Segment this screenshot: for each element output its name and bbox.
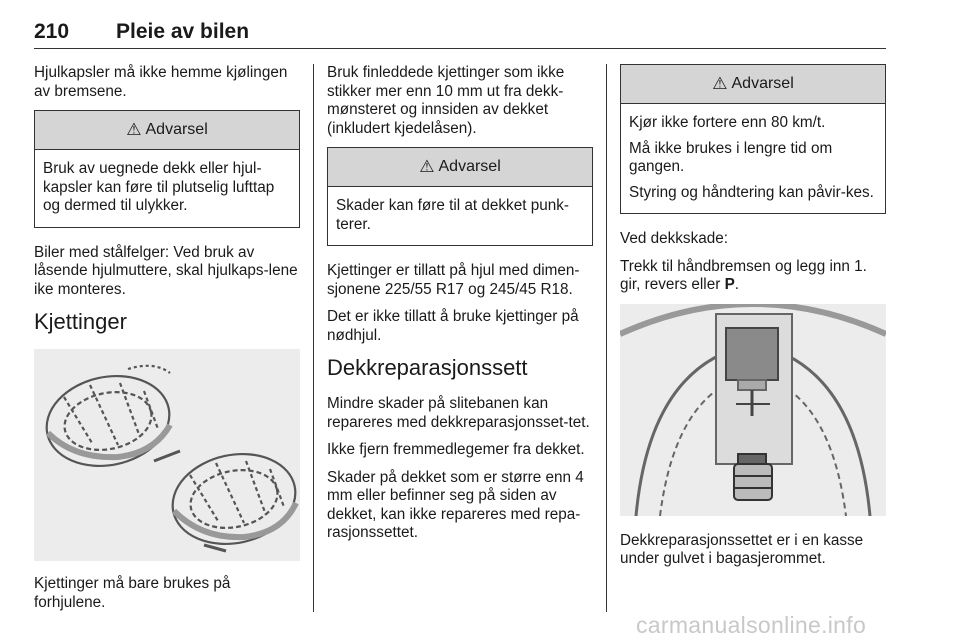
warning-box [620,64,886,214]
warning-header [328,148,592,187]
handbrake-instruction: Trekk til håndbremsen og legg inn 1. gir, revers eller P. [620,257,867,293]
steel-rims-note: Biler med stålfelger: Ved bruk av låsende hjulmuttere, skal hjulkaps-lene ike monteres. [34,243,298,298]
warning-line: Styring og håndtering kan påvir-kes. [629,183,874,201]
watermark: carmanualsonline.info [636,612,867,638]
page-number: 210 [34,20,70,43]
repair-p2: Ikke fjern fremmedlegemer fra dekket. [327,441,585,458]
repair-kit-illustration [620,304,886,516]
hubcap-note: Hjulkapsler må ikke hemme kjølingen av bremsene. [34,64,288,100]
chains-dimensions: Kjettinger er tillatt på hjul med dimen-sjonene 225/55 R17 og 245/45 R18. [327,262,580,298]
column-left [34,64,300,621]
warning-triangle-icon: ⚠ [419,157,435,176]
repair-p3: Skader på dekket som er større enn 4 mm eller befinner seg på siden av dekket, kan ikke repareres med repa-rasjonssettet. [327,468,584,541]
warning-header [35,111,299,150]
warning-triangle-icon: ⚠ [712,74,728,93]
chains-caption: Kjettinger må bare brukes på forhjulene. [34,575,231,611]
heading-repair-kit: Dekkreparasjonssett [327,355,528,380]
chains-spec: Bruk finleddede kjettinger som ikke stikker mer enn 10 mm ut fra dekk-mønsteret og innsiden av dekket (inkludert kjedelåsen). [327,64,565,137]
column-right [620,64,886,578]
repair-kit-caption: Dekkreparasjonssettet er i en kasse under gulvet i bagasjerommet. [620,531,864,567]
column-divider [606,64,607,612]
heading-snow-chains: Kjettinger [34,309,127,334]
warning-line: Må ikke brukes i lengre tid om gangen. [629,139,833,175]
warning-triangle-icon: ⚠ [126,120,142,139]
warning-text: Bruk av uegnede dekk eller hjul-kapsler kan føre til plutselig lufttap og dermed til ulykker. [43,160,275,214]
section-title: Pleie av bilen [116,20,250,43]
column-divider [313,64,314,612]
warning-title: Advarsel [438,158,501,175]
warning-title: Advarsel [731,75,794,92]
snow-chains-illustration [34,349,300,561]
warning-box [327,147,593,246]
repair-p1: Mindre skader på slitebanen kan repareres med dekkreparasjonsset-tet. [327,395,590,431]
column-middle [327,64,593,552]
warning-text: Skader kan føre til at dekket punk-terer. [336,197,569,233]
warning-box [34,110,300,228]
page-header [34,18,886,49]
warning-title: Advarsel [145,121,208,138]
trunk-floor-drawing [620,304,886,516]
warning-header [621,65,885,104]
snow-chains-drawing [34,349,300,561]
damage-label: Ved dekkskade: [620,230,729,247]
warning-line: Kjør ikke fortere enn 80 km/t. [629,114,826,131]
spare-wheel-note: Det er ikke tillatt å bruke kjettinger på nødhjul. [327,308,579,344]
